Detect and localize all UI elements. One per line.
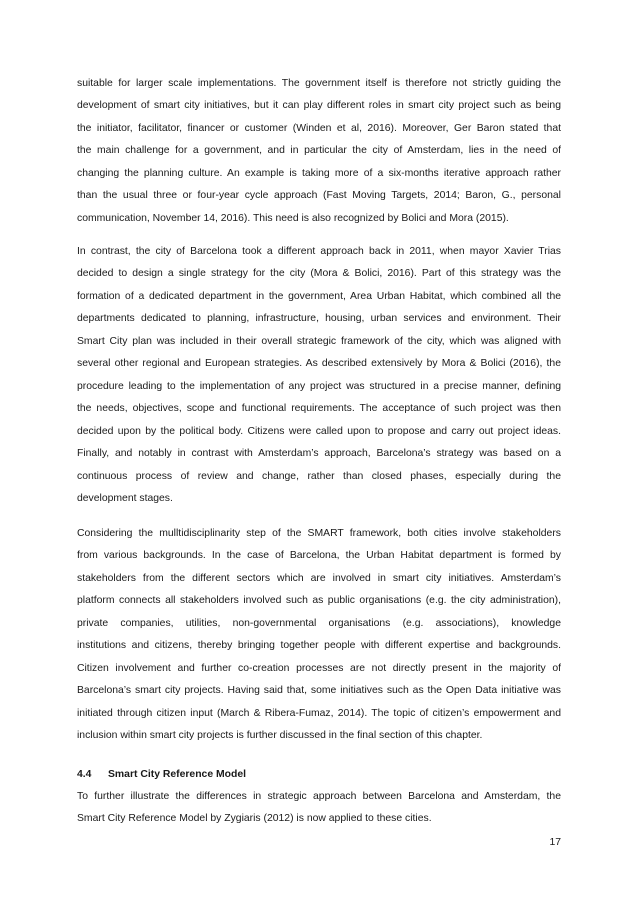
paragraph-line: the main challenge for a government, and in particular the city of Amsterdam, lies in the need of: [77, 145, 561, 156]
paragraph-line: To further illustrate the differences in strategic approach between Barcelona and Amsterdam, the: [77, 791, 561, 802]
paragraph-line: In contrast, the city of Barcelona took a different approach back in 2011, when mayor Xavier Trias: [77, 246, 561, 257]
section-number: 4.4: [77, 769, 92, 780]
paragraph-line: departments dedicated to planning, infrastructure, housing, urban services and environment. Their: [77, 313, 561, 324]
paragraph-line: decided to design a single strategy for the city (Mora & Bolici, 2016). Part of this strategy was the: [77, 268, 561, 279]
paragraph-line: Citizen involvement and further co-creation processes are not directly present in the majority of: [77, 663, 561, 674]
paragraph-line: communication, November 14, 2016). This need is also recognized by Bolici and Mora (2015).: [77, 213, 509, 224]
paragraph-line: inclusion within smart city projects is further discussed in the final section of this chapter.: [77, 730, 483, 741]
paragraph-line: development stages.: [77, 493, 173, 504]
paragraph-line: Smart City Reference Model by Zygiaris (2012) is now applied to these cities.: [77, 813, 432, 824]
paragraph-line: than the usual three or four-year cycle approach (Fast Moving Targets, 2014; Baron, G., personal: [77, 190, 561, 201]
paragraph-line: from various backgrounds. In the case of Barcelona, the Urban Habitat department is formed by: [77, 550, 561, 561]
paragraph-line: the needs, objectives, scope and functional requirements. The acceptance of such project was then: [77, 403, 561, 414]
paragraph-line: the initiator, facilitator, financer or customer (Winden et al, 2016). Moreover, Ger Baron stated that: [77, 123, 561, 134]
paragraph-line: Finally, and notably in contrast with Amsterdam’s approach, Barcelona’s strategy was based on a: [77, 448, 561, 459]
paragraph-line: changing the planning culture. An example is taking more of a six-months iterative approach rather: [77, 168, 561, 179]
paragraph-line: initiated through citizen input (March & Ribera-Fumaz, 2014). The topic of citizen’s empowerment and: [77, 708, 561, 719]
section-heading: [77, 768, 561, 782]
paragraph-line: Barcelona’s smart city projects. Having said that, some initiatives such as the Open Data initiative was: [77, 685, 561, 696]
paragraph-line: Considering the mulltidisciplinarity step of the SMART framework, both cities involve stakeholders: [77, 528, 561, 539]
paragraph-line: Smart City plan was included in their overall strategic framework of the city, which was aligned with: [77, 336, 561, 347]
paragraph-line: suitable for larger scale implementations. The government itself is therefore not strictly guiding the: [77, 78, 561, 89]
paragraph-line: stakeholders from the different sectors which are involved in smart city initiatives. Amsterdam’s: [77, 573, 561, 584]
paragraph-line: decided upon by the political body. Citizens were called upon to propose and carry out project ideas.: [77, 426, 561, 437]
paragraph-line: procedure leading to the implementation of any project was structured in a precise manner, defining: [77, 381, 561, 392]
paragraph-line: continuous process of review and change, rather than closed phases, especially during the: [77, 471, 561, 482]
paragraph-line: institutions and citizens, thereby bringing together people with different expertise and backgrounds.: [77, 640, 561, 651]
page-number: 17: [549, 837, 561, 848]
paragraph-line: platform connects all stakeholders involved such as public organisations (e.g. the city administration),: [77, 595, 561, 606]
paragraph-line: private companies, utilities, non-governmental organisations (e.g. associations), knowledge: [77, 618, 561, 629]
paragraph-line: development of smart city initiatives, but it can play different roles in smart city project such as being: [77, 100, 561, 111]
section-title: Smart City Reference Model: [108, 769, 247, 780]
paragraph-line: formation of a dedicated department in the government, Area Urban Habitat, which combined all the: [77, 291, 561, 302]
paragraph-line: several other regional and European strategies. As described extensively by Mora & Bolici (2016), the: [77, 358, 561, 369]
